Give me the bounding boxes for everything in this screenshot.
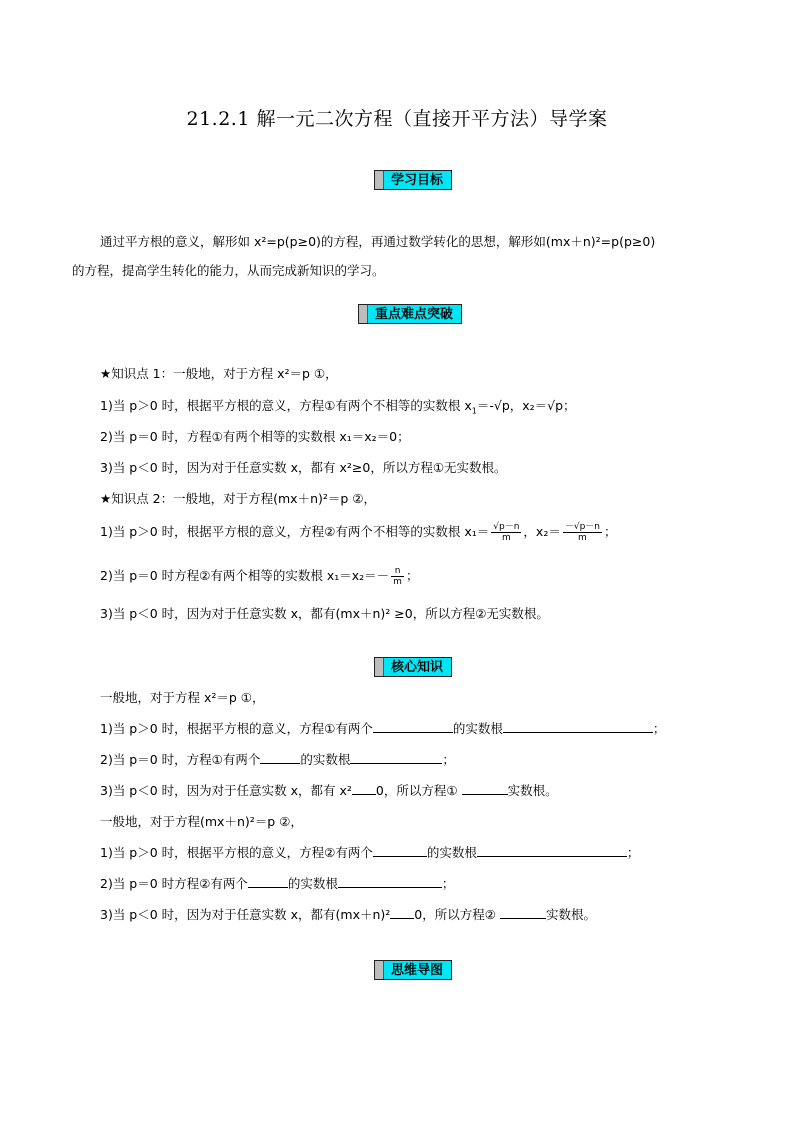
punct: ； bbox=[441, 876, 455, 891]
fill-blank[interactable] bbox=[477, 844, 627, 857]
punct: ； bbox=[652, 721, 666, 736]
kp2-case1-text: 1)当 p＞0 时，根据平方根的意义，方程②有两个不相等的实数根 x₁＝ bbox=[100, 524, 490, 539]
core-heading-1: 一般地，对于方程 x²＝p ①， bbox=[100, 690, 265, 705]
fill-blank[interactable] bbox=[248, 875, 288, 888]
core-b3-mid: 0，所以方程② bbox=[414, 907, 500, 922]
kp1-case1: 1)当 p＞0 时，根据平方根的意义，方程①有两个不相等的实数根 $x_1=-√p$，x₂＝√p； bbox=[100, 398, 576, 416]
section-badge-goals: 学习目标 bbox=[374, 170, 452, 190]
core-b1-text: 1)当 p＞0 时，根据平方根的意义，方程②有两个 bbox=[100, 845, 373, 860]
fill-blank[interactable] bbox=[350, 751, 442, 764]
section-badge-core: 核心知识 bbox=[374, 657, 452, 677]
fill-blank[interactable] bbox=[373, 720, 453, 733]
core-b3 bbox=[100, 905, 596, 923]
fraction-denominator: m bbox=[578, 533, 587, 543]
fraction-numerator: n bbox=[391, 566, 404, 577]
core-a3 bbox=[100, 781, 558, 799]
fill-blank[interactable] bbox=[390, 906, 414, 919]
fraction-denominator: m bbox=[393, 577, 402, 587]
kp2-case2 bbox=[100, 566, 418, 587]
punct: ； bbox=[604, 524, 617, 539]
kp2-case2-text: 2)当 p＝0 时方程②有两个相等的实数根 x₁＝x₂＝－ bbox=[100, 568, 390, 583]
double-root-fraction bbox=[391, 566, 404, 587]
core-a3-text: 3)当 p＜0 时，因为对于任意实数 x，都有 x² bbox=[100, 783, 352, 798]
fill-blank[interactable] bbox=[503, 720, 653, 733]
root1-fraction bbox=[491, 522, 521, 543]
kp1-case3: 3)当 p＜0 时，因为对于任意实数 x，都有 x²≥0，所以方程①无实数根。 bbox=[100, 460, 507, 475]
page-title: 21.2.1 解一元二次方程（直接开平方法）导学案 bbox=[186, 108, 608, 130]
kp1-case1-roots: ＝-√p，x₂＝√p； bbox=[476, 398, 576, 413]
fraction-numerator: √p－n bbox=[493, 522, 520, 532]
core-heading-2: 一般地，对于方程(mx＋n)²＝p ②， bbox=[100, 814, 303, 829]
core-a3-end: 实数根。 bbox=[507, 783, 558, 798]
fill-blank[interactable] bbox=[352, 782, 376, 795]
core-a2-mid: 的实数根 bbox=[300, 752, 351, 767]
punct: ； bbox=[626, 845, 640, 860]
core-b1-mid: 的实数根 bbox=[426, 845, 477, 860]
kp1-case1-text: 1)当 p＞0 时，根据平方根的意义，方程①有两个不相等的实数根 x bbox=[100, 398, 472, 413]
kp2-case1-mid: ，x₂＝ bbox=[523, 524, 561, 539]
core-b3-end: 实数根。 bbox=[545, 907, 596, 922]
core-a3-mid: 0，所以方程① bbox=[375, 783, 462, 798]
root2-fraction bbox=[563, 522, 602, 543]
kp2-case3: 3)当 p＜0 时，因为对于任意实数 x，都有(mx＋n)² ≥0，所以方程②无实数根。 bbox=[100, 606, 549, 621]
core-a1 bbox=[100, 719, 665, 737]
core-b2 bbox=[100, 874, 454, 892]
kp1-case2: 2)当 p＝0 时，方程①有两个相等的实数根 x₁＝x₂＝0； bbox=[100, 429, 410, 444]
core-b3-text: 3)当 p＜0 时，因为对于任意实数 x，都有(mx＋n)² bbox=[100, 907, 391, 922]
core-a1-mid: 的实数根 bbox=[452, 721, 503, 736]
fill-blank[interactable] bbox=[500, 906, 546, 919]
section-badge-mindmap: 思维导图 bbox=[374, 960, 452, 980]
core-a1-text: 1)当 p＞0 时，根据平方根的意义，方程①有两个 bbox=[100, 721, 373, 736]
core-a2 bbox=[100, 750, 455, 768]
fill-blank[interactable] bbox=[462, 782, 508, 795]
section-badge-key-points: 重点难点突破 bbox=[358, 304, 462, 324]
kp2-heading: ★知识点 2：一般地，对于方程(mx＋n)²＝p ②， bbox=[100, 491, 377, 506]
fraction-denominator: m bbox=[501, 533, 511, 543]
core-a2-text: 2)当 p＝0 时，方程①有两个 bbox=[100, 752, 261, 767]
kp1-heading: ★知识点 1：一般地，对于方程 x²＝p ①， bbox=[100, 366, 338, 381]
goals-text-line1: 通过平方根的意义，解形如 x²=p(p≥0)的方程，再通过数学转化的思想，解形如(mx＋n)²=p(p≥0) bbox=[100, 234, 656, 249]
goals-text-line2: 的方程，提高学生转化的能力，从而完成新知识的学习。 bbox=[72, 263, 385, 278]
fill-blank[interactable] bbox=[373, 844, 427, 857]
fill-blank[interactable] bbox=[338, 875, 442, 888]
punct: ； bbox=[405, 568, 419, 583]
core-b2-text: 2)当 p＝0 时方程②有两个 bbox=[100, 876, 248, 891]
kp2-case1 bbox=[100, 522, 617, 543]
fraction-numerator: －√p－n bbox=[564, 522, 600, 532]
core-b2-mid: 的实数根 bbox=[287, 876, 338, 891]
fill-blank[interactable] bbox=[260, 751, 300, 764]
punct: ； bbox=[442, 752, 455, 767]
core-b1 bbox=[100, 843, 639, 861]
